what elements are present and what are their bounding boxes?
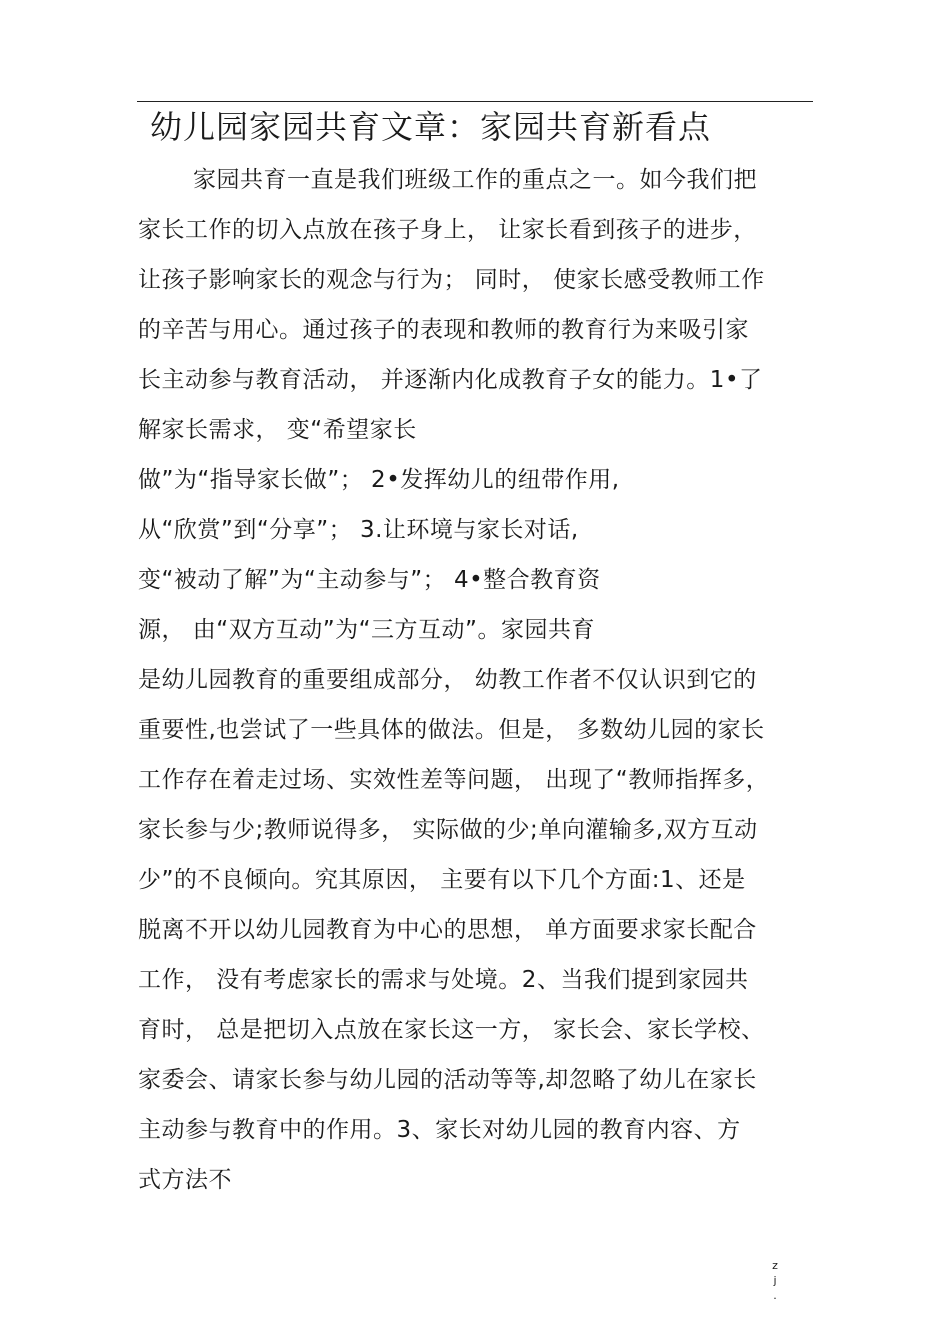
footer-char: z <box>772 1259 778 1272</box>
document-title: 幼儿园家园共育文章：家园共育新看点 <box>150 108 712 146</box>
body-line: 长主动参与教育活动， 并逐渐内化成教育子女的能力。1•了 <box>138 367 763 393</box>
body-line: 育时， 总是把切入点放在家长这一方， 家长会、家长学校、 <box>138 1017 765 1043</box>
header-rule <box>137 101 813 102</box>
body-line: 让孩子影响家长的观念与行为； 同时， 使家长感受教师工作 <box>138 267 765 293</box>
document-body <box>138 158 838 1208</box>
page-footer-mark <box>770 1258 780 1303</box>
body-line: 家园共育一直是我们班级工作的重点之一。如今我们把 <box>193 167 757 193</box>
body-line: 做”为“指导家长做”； 2•发挥幼儿的纽带作用, <box>138 467 620 493</box>
body-line: 是幼儿园教育的重要组成部分， 幼教工作者不仅认识到它的 <box>138 667 757 693</box>
body-line: 的辛苦与用心。通过孩子的表现和教师的教育行为来吸引家 <box>138 317 749 343</box>
body-line: 家委会、请家长参与幼儿园的活动等等,却忽略了幼儿在家长 <box>138 1067 757 1093</box>
body-line: 主动参与教育中的作用。3、家长对幼儿园的教育内容、方 <box>138 1117 741 1143</box>
footer-char: . <box>773 1289 777 1302</box>
body-line: 工作， 没有考虑家长的需求与处境。2、当我们提到家园共 <box>138 967 749 993</box>
body-line: 式方法不 <box>138 1167 232 1193</box>
body-line: 工作存在着走过场、实效性差等问题， 出现了“教师指挥多， <box>138 767 770 793</box>
body-line: 从“欣赏”到“分享”； 3.让环境与家长对话, <box>138 517 579 543</box>
body-line: 少”的不良倾向。究其原因， 主要有以下几个方面:1、还是 <box>138 867 746 893</box>
body-line: 脱离不开以幼儿园教育为中心的思想， 单方面要求家长配合 <box>138 917 757 943</box>
body-line: 源， 由“双方互动”为“三方互动”。家园共育 <box>138 617 595 643</box>
body-line: 重要性,也尝试了一些具体的做法。但是， 多数幼儿园的家长 <box>138 717 765 743</box>
body-line: 家长参与少;教师说得多， 实际做的少;单向灌输多,双方互动 <box>138 817 758 843</box>
footer-char: j <box>773 1274 777 1287</box>
body-line: 家长工作的切入点放在孩子身上， 让家长看到孩子的进步， <box>138 217 757 243</box>
body-line: 变“被动了解”为“主动参与”； 4•整合教育资 <box>138 567 601 593</box>
body-line: 解家长需求， 变“希望家长 <box>138 417 417 443</box>
